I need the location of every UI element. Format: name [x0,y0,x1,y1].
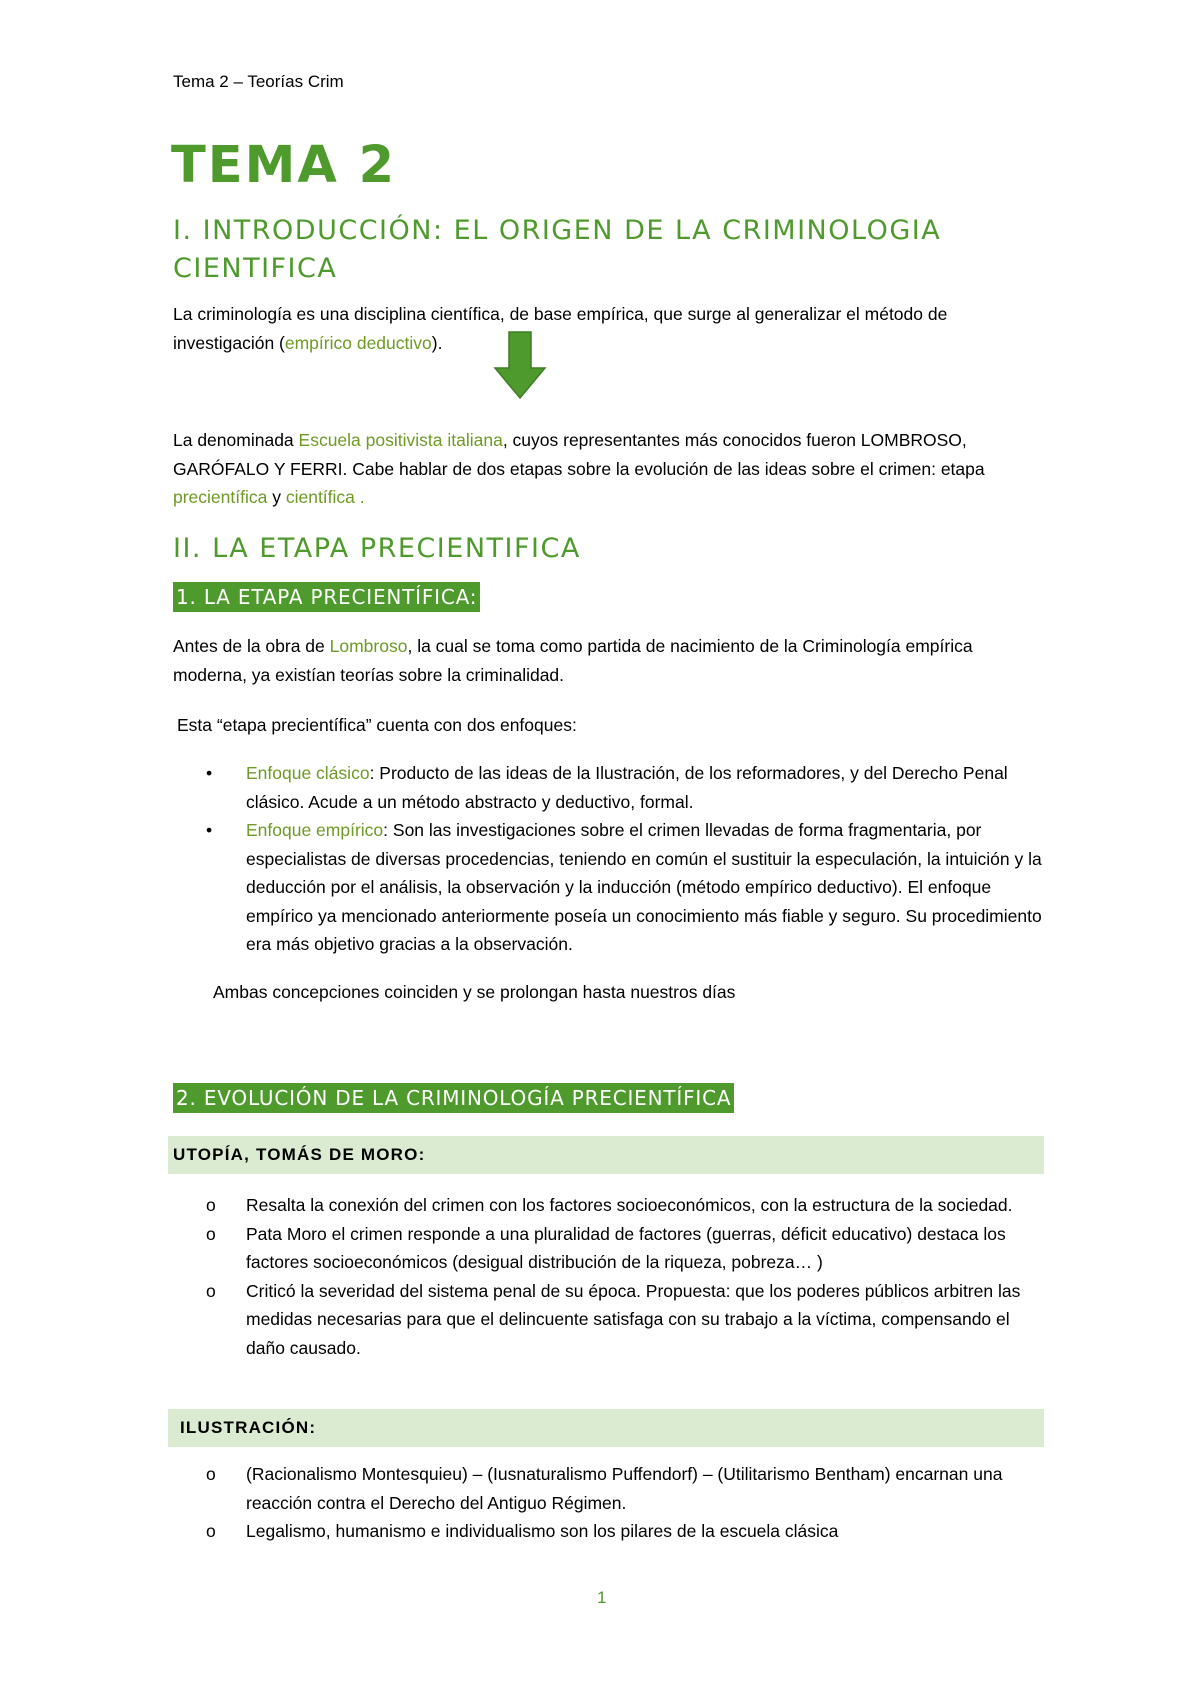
approach-name: Enfoque clásico [246,763,370,783]
list-item [173,1191,1053,1220]
closing-paragraph: Ambas concepciones coinciden y se prolongan hasta nuestros días [213,982,736,1002]
bullet-marker: • [206,763,213,783]
subsection-2-heading: 2. EVOLUCIÓN DE LA CRIMINOLOGÍA PRECIENTÍFICA [173,1083,734,1113]
ilustracion-list [173,1460,1053,1546]
list-item [173,759,1053,816]
intro-text: La criminología es una disciplina científica, de base empírica, que surge al generalizar el método de investigación ( [173,304,948,353]
approaches-list [173,759,1053,959]
section-1-heading-line-2: CIENTIFICA [173,253,338,284]
precientifica-highlight: precientífica [173,487,268,507]
ilustracion-heading: ILUSTRACIÓN: [168,1409,1044,1447]
lombroso-text-2: , la cual se toma como partida de nacimiento de la Criminología empírica moderna, ya existían teorías sobre la criminalidad. [173,636,973,685]
lombroso-highlight: Lombroso [329,636,408,656]
positivist-paragraph [173,426,1043,512]
lombroso-text: Antes de la obra de [173,636,330,656]
section-1-heading-line-1: I. INTRODUCCIÓN: EL ORIGEN DE LA CRIMINOLOGIA [173,215,942,246]
positivist-school-highlight: Escuela positivista italiana [298,430,503,450]
list-item-text: Pata Moro el crimen responde a una pluralidad de factores (guerras, déficit educativo) destaca los factores socioeconómicos (desigual distribución de la riqueza, pobreza… ) [246,1223,1006,1272]
list-item-text: (Racionalismo Montesquieu) – (Iusnaturalismo Puffendorf) – (Utilitarismo Bentham) encarnan una reacción contra el Derecho del Antiguo Régimen. [246,1464,1003,1513]
bullet-marker: o [206,1195,216,1215]
bullet-marker: o [206,1223,216,1244]
lombroso-paragraph [173,632,1043,689]
approaches-intro: Esta “etapa precientífica” cuenta con dos enfoques: [177,715,577,735]
approach-text: : Producto de las ideas de la Ilustración, de los reformadores, y del Derecho Penal clásico. Acude a un método abstracto y deductivo, formal. [246,763,1008,812]
approach-text: : Son las investigaciones sobre el crimen llevadas de forma fragmentaria, por especialistas de diversas procedencias, teniendo en común el sustituir la especulación, la intuición y la deducción por el análisis, la observación y la inducción (método empírico deductivo). El enfoque empírico ya mencionado anteriormente poseía un conocimiento más fiable y seguro. Su procedimiento era más objetivo gracias a la observación. [246,820,1042,954]
document-title: TEMA 2 [171,136,397,195]
intro-highlight: empírico deductivo [284,332,432,353]
positivist-text: La denominada [173,430,299,450]
page-header: Tema 2 – Teorías Crim [173,72,344,91]
page-number: 1 [597,1588,607,1607]
list-item-text: Criticó la severidad del sistema penal de su época. Propuesta: que los poderes públicos arbitren las medidas necesarias para que el delincuente satisfaga con su trabajo a la víctima, compensando el daño causado. [246,1280,1021,1358]
section-2-heading: II. LA ETAPA PRECIENTIFICA [173,533,581,564]
list-item [173,1220,1053,1277]
list-item [173,1517,1053,1546]
positivist-text-3: y [267,487,286,507]
list-item [173,1277,1053,1363]
list-item-text: Resalta la conexión del crimen con los factores socioeconómicos, con la estructura de la sociedad. [246,1195,1013,1215]
list-item [173,1460,1053,1517]
bullet-marker: o [206,1521,216,1541]
down-arrow-icon [493,330,547,400]
bullet-marker: o [206,1464,216,1484]
bullet-marker: o [206,1280,216,1301]
utopia-heading: UTOPÍA, TOMÁS DE MORO: [168,1136,1044,1174]
utopia-list [173,1191,1053,1362]
positivist-text-2: , cuyos representantes más conocidos fueron LOMBROSO, GARÓFALO Y FERRI. Cabe hablar de dos etapas sobre la evolución de las ideas sobre el crimen: etapa [173,430,985,479]
approach-name: Enfoque empírico [246,820,384,840]
cientifica-highlight: científica . [285,487,365,507]
intro-paragraph [173,300,1043,357]
subsection-1-heading: 1. LA ETAPA PRECIENTÍFICA: [173,582,480,612]
list-item-text: Legalismo, humanismo e individualismo son los pilares de la escuela clásica [246,1521,839,1541]
intro-text-end: ). [431,332,443,353]
section-1-heading [173,212,941,288]
list-item [173,816,1053,959]
bullet-marker: • [206,820,213,840]
